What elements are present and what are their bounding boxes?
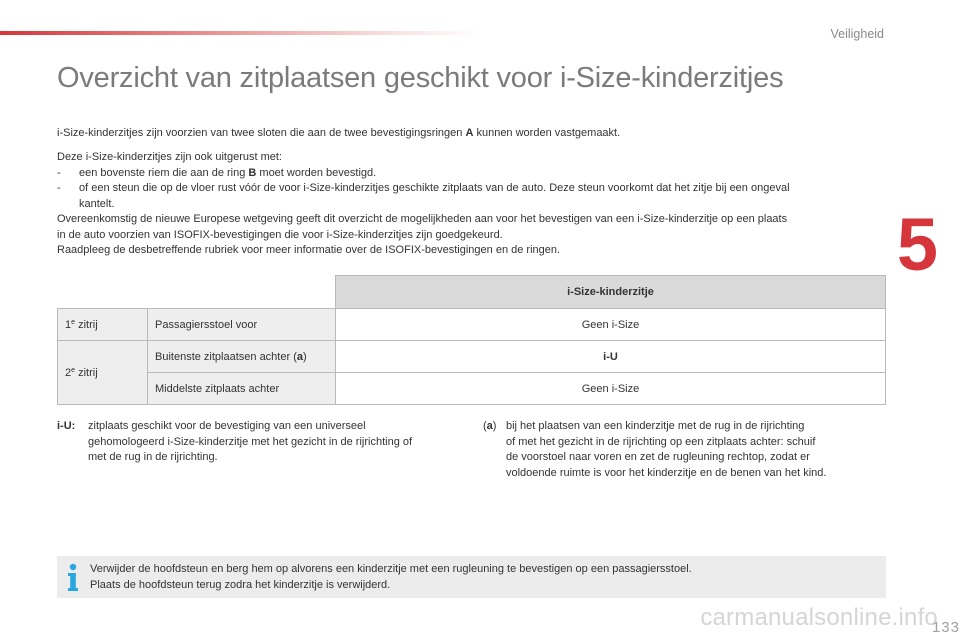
equipment-item-1: - een bovenste riem die aan de ring B moet worden bevestigd. <box>57 166 887 182</box>
info-text: Verwijder de hoofdsteun en berg hem op alvorens een kinderzitje met een rugleuning te bevestigen op een passagiersstoel. Plaats de hoofdsteun terug zodra het kinderzitje is verwijderd. <box>90 563 692 591</box>
bullet-dash: - <box>57 182 61 194</box>
info-icon <box>65 561 81 593</box>
bullet-dash: - <box>57 166 61 179</box>
table-header-cell: i-Size-kinderzitje <box>336 276 886 309</box>
a-legend-note: (a) bij het plaatsen van een kinderzitje met de rug in de rijrichting of met het gezicht in de rijrichting op een zitplaats achter: schuif de voorstoel naar voren en zet de rugleuning rechtop, zodat er voldoende ruimte is voor het kinderzitje en de benen van het kind. <box>483 420 827 479</box>
equipment-section <box>57 150 887 259</box>
table-header-row <box>58 276 886 309</box>
seat-value: Geen i-Size <box>336 373 886 405</box>
info-box <box>57 556 886 598</box>
table-row <box>58 309 886 341</box>
page-title: Overzicht van zitplaatsen geschikt voor i-Size-kinderzitjes <box>57 62 784 94</box>
seat-position: Passagiersstoel voor <box>148 309 336 341</box>
equipment-item-2: - of een steun die op de vloer rust vóór de voor i-Size-kinderzitjes geschikte zitplaats van de auto. Deze steun voorkomt dat het zitje bij een ongeval <box>57 181 887 197</box>
ring-a-label: A <box>465 127 474 139</box>
header-accent-bar <box>0 31 480 35</box>
page-number: 133 <box>931 619 960 636</box>
legislation-paragraph-line2: in de auto voorzien van ISOFIX-bevestigingen die voor i-Size-kinderzitjes zijn goedgekeurd. <box>57 228 503 241</box>
watermark: carmanualsonline.info <box>700 604 938 631</box>
iu-legend-key: i-U: <box>57 420 76 432</box>
row-label: 2e zitrij <box>58 341 148 405</box>
seat-position: Buitenste zitplaatsen achter (a) <box>148 341 336 373</box>
ring-b-label: B <box>248 166 257 179</box>
seat-overview-table <box>57 275 886 405</box>
table-row <box>58 373 886 405</box>
table-row <box>58 341 886 373</box>
row-label: 1e zitrij <box>58 309 148 341</box>
chapter-number: 5 <box>896 203 938 286</box>
intro-text-end: kunnen worden vastgemaakt. <box>473 127 621 139</box>
iu-legend-note: i-U: zitplaats geschikt voor de bevestiging van een universeel gehomologeerd i-Size-kinderzitje met het gezicht in de rijrichting of met de rug in de rijrichting. <box>57 420 413 463</box>
reference-paragraph: Raadpleeg de desbetreffende rubriek voor meer informatie over de ISOFIX-bevestigingen en de ringen. <box>57 244 561 256</box>
seat-value: Geen i-Size <box>336 309 886 341</box>
equipment-lead: Deze i-Size-kinderzitjes zijn ook uitgerust met: <box>57 151 282 163</box>
section-label: Veiligheid <box>830 27 884 41</box>
legislation-paragraph-line1: Overeenkomstig de nieuwe Europese wetgeving geeft dit overzicht de mogelijkheden aan voor het bevestigen van een i-Size-kinderzitje op een plaats <box>57 213 788 225</box>
seat-value: i-U <box>336 341 886 373</box>
intro-paragraph <box>57 126 887 142</box>
seat-position: Middelste zitplaats achter <box>148 373 336 405</box>
intro-text: i-Size-kinderzitjes zijn voorzien van twee sloten die aan de twee bevestigingsringen <box>57 127 466 139</box>
equipment-item-2-cont: kantelt. <box>79 197 115 210</box>
a-legend-key: (a) <box>483 420 497 432</box>
